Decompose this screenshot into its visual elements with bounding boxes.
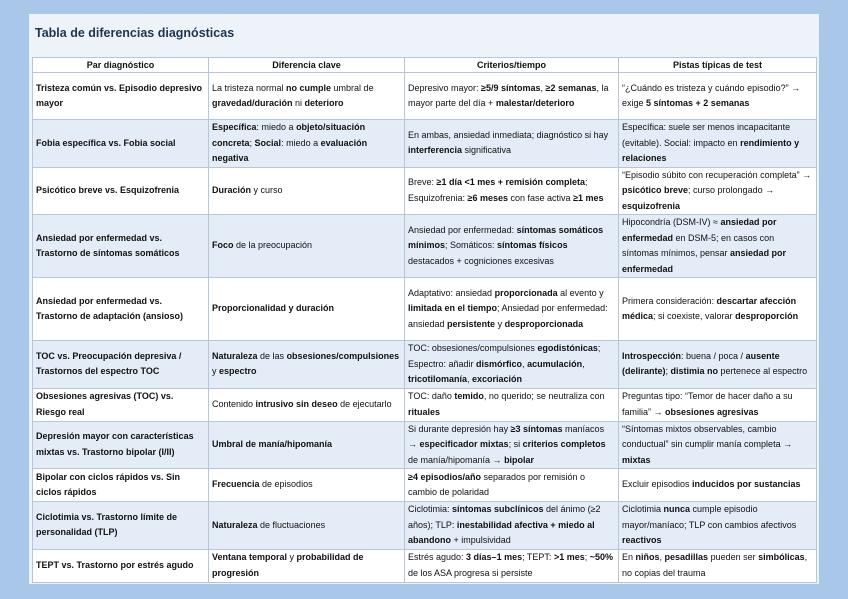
header-par-diagnostico: Par diagnóstico: [33, 58, 209, 73]
cell-par-diagnostico: Ansiedad por enfermedad vs. Trastorno de adaptación (ansioso): [33, 278, 209, 341]
document-page: [29, 14, 819, 584]
table-row: [33, 167, 817, 215]
cell-pistas-test: Excluir episodios inducidos por sustancias: [619, 469, 817, 502]
cell-par-diagnostico: TEPT vs. Trastorno por estrés agudo: [33, 549, 209, 582]
table-row: [33, 502, 817, 550]
cell-par-diagnostico: Psicótico breve vs. Esquizofrenia: [33, 167, 209, 215]
cell-criterios-tiempo: Ansiedad por enfermedad: síntomas somáticos mínimos; Somáticos: síntomas físicos destacados + cogniciones excesivas: [405, 215, 619, 278]
cell-par-diagnostico: Bipolar con ciclos rápidos vs. Sin ciclos rápidos: [33, 469, 209, 502]
table-row: [33, 388, 817, 421]
header-criterios-tiempo: Criterios/tiempo: [405, 58, 619, 73]
cell-criterios-tiempo: Depresivo mayor: ≥5/9 síntomas, ≥2 semanas, la mayor parte del día + malestar/deterioro: [405, 73, 619, 120]
table-row: [33, 469, 817, 502]
cell-pistas-test: Introspección: buena / poca / ausente (delirante); distimia no pertenece al espectro: [619, 341, 817, 389]
cell-pistas-test: “Síntomas mixtos observables, cambio conductual” sin cumplir manía completa → mixtas: [619, 421, 817, 469]
cell-pistas-test: “¿Cuándo es tristeza y cuándo episodio?” → exige 5 síntomas + 2 semanas: [619, 73, 817, 120]
cell-par-diagnostico: Tristeza común vs. Episodio depresivo mayor: [33, 73, 209, 120]
cell-criterios-tiempo: Adaptativo: ansiedad proporcionada al evento y limitada en el tiempo; Ansiedad por enfermedad: ansiedad persistente y desproporcionada: [405, 278, 619, 341]
cell-diferencia-clave: Duración y curso: [209, 167, 405, 215]
cell-par-diagnostico: Obsesiones agresivas (TOC) vs. Riesgo real: [33, 388, 209, 421]
cell-criterios-tiempo: En ambas, ansiedad inmediata; diagnóstico si hay interferencia significativa: [405, 120, 619, 168]
table-row: [33, 549, 817, 582]
cell-criterios-tiempo: Ciclotimia: síntomas subclínicos del ánimo (≥2 años); TLP: inestabilidad afectiva + miedo al abandono + impulsividad: [405, 502, 619, 550]
cell-criterios-tiempo: Breve: ≥1 día <1 mes + remisión completa; Esquizofrenia: ≥6 meses con fase activa ≥1 mes: [405, 167, 619, 215]
cell-criterios-tiempo: TOC: obsesiones/compulsiones egodistónicas; Espectro: añadir dismórfico, acumulación, tricotilomanía, excoriación: [405, 341, 619, 389]
table-header-row: [33, 58, 817, 73]
cell-criterios-tiempo: Si durante depresión hay ≥3 síntomas maníacos → especificador mixtas; si criterios completos de manía/hipomanía → bipolar: [405, 421, 619, 469]
cell-diferencia-clave: Específica: miedo a objeto/situación concreta; Social: miedo a evaluación negativa: [209, 120, 405, 168]
cell-diferencia-clave: Naturaleza de las obsesiones/compulsiones y espectro: [209, 341, 405, 389]
table-row: [33, 120, 817, 168]
cell-diferencia-clave: Frecuencia de episodios: [209, 469, 405, 502]
cell-diferencia-clave: Naturaleza de fluctuaciones: [209, 502, 405, 550]
cell-pistas-test: Específica: suele ser menos incapacitante (evitable). Social: impacto en rendimiento y relaciones: [619, 120, 817, 168]
page-title: Tabla de diferencias diagnósticas: [35, 26, 235, 40]
cell-diferencia-clave: Proporcionalidad y duración: [209, 278, 405, 341]
table-row: [33, 421, 817, 469]
cell-pistas-test: Preguntas tipo: “Temor de hacer daño a su familia” → obsesiones agresivas: [619, 388, 817, 421]
cell-diferencia-clave: Foco de la preocupación: [209, 215, 405, 278]
cell-diferencia-clave: Contenido intrusivo sin deseo de ejecutarlo: [209, 388, 405, 421]
cell-diferencia-clave: Umbral de manía/hipomanía: [209, 421, 405, 469]
table-row: [33, 278, 817, 341]
cell-pistas-test: En niños, pesadillas pueden ser simbólicas, no copias del trauma: [619, 549, 817, 582]
cell-criterios-tiempo: ≥4 episodios/año separados por remisión o cambio de polaridad: [405, 469, 619, 502]
cell-par-diagnostico: Ciclotimia vs. Trastorno límite de personalidad (TLP): [33, 502, 209, 550]
cell-par-diagnostico: TOC vs. Preocupación depresiva / Trastornos del espectro TOC: [33, 341, 209, 389]
header-diferencia-clave: Diferencia clave: [209, 58, 405, 73]
cell-pistas-test: Hipocondría (DSM-IV) ≈ ansiedad por enfermedad en DSM-5; en casos con síntomas mínimos, pensar ansiedad por enfermedad: [619, 215, 817, 278]
cell-pistas-test: Ciclotimia nunca cumple episodio mayor/maníaco; TLP con cambios afectivos reactivos: [619, 502, 817, 550]
header-pistas-test: Pistas típicas de test: [619, 58, 817, 73]
cell-pistas-test: “Episodio súbito con recuperación completa” → psicótico breve; curso prolongado → esquizofrenia: [619, 167, 817, 215]
cell-pistas-test: Primera consideración: descartar afección médica; si coexiste, valorar desproporción: [619, 278, 817, 341]
table-row: [33, 215, 817, 278]
table-row: [33, 73, 817, 120]
table-row: [33, 341, 817, 389]
cell-par-diagnostico: Depresión mayor con características mixtas vs. Trastorno bipolar (I/II): [33, 421, 209, 469]
diagnostic-table: [32, 57, 817, 583]
cell-par-diagnostico: Fobia específica vs. Fobia social: [33, 120, 209, 168]
cell-par-diagnostico: Ansiedad por enfermedad vs. Trastorno de síntomas somáticos: [33, 215, 209, 278]
cell-diferencia-clave: La tristeza normal no cumple umbral de gravedad/duración ni deterioro: [209, 73, 405, 120]
cell-criterios-tiempo: Estrés agudo: 3 días–1 mes; TEPT: >1 mes; ~50% de los ASA progresa si persiste: [405, 549, 619, 582]
cell-criterios-tiempo: TOC: daño temido, no querido; se neutraliza con rituales: [405, 388, 619, 421]
cell-diferencia-clave: Ventana temporal y probabilidad de progresión: [209, 549, 405, 582]
